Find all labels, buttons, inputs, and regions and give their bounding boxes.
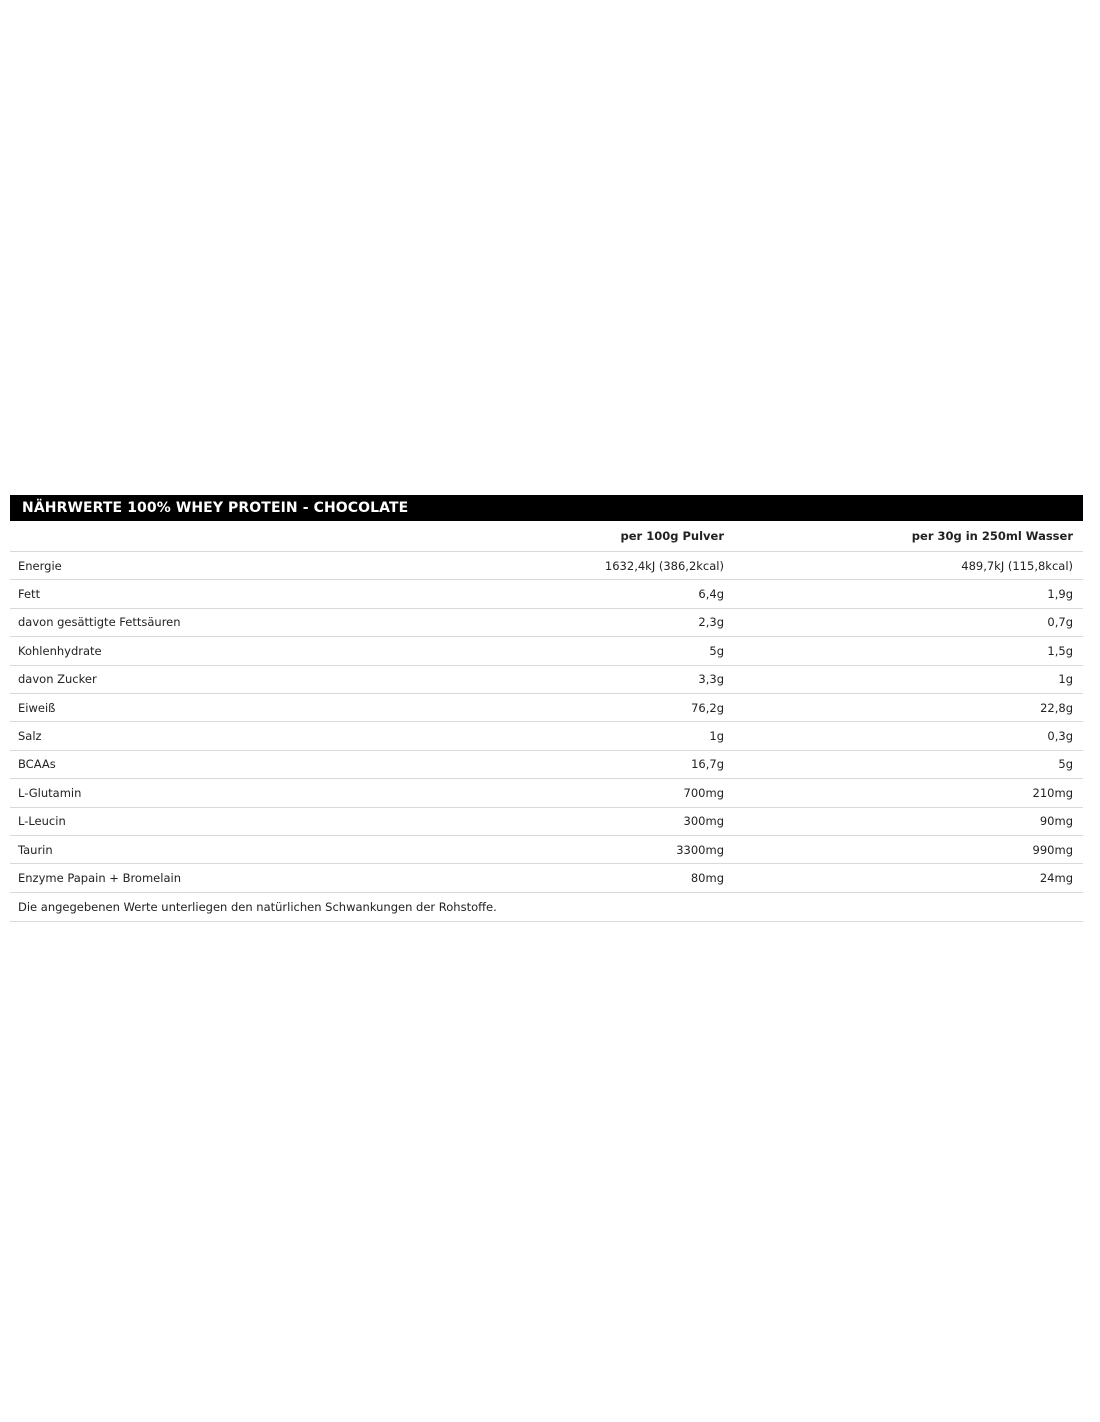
table-row [10, 637, 1083, 665]
footnote-text: Die angegebenen Werte unterliegen den natürlichen Schwankungen der Rohstoffe. [18, 899, 497, 914]
nutrient-name: L-Glutamin [18, 785, 82, 800]
table-row [10, 751, 1083, 779]
nutrient-name: Enzyme Papain + Bromelain [18, 870, 181, 885]
value-per-100g: 1g [709, 729, 724, 744]
value-per-30g: 990mg [1032, 842, 1073, 857]
value-per-100g: 6,4g [698, 587, 724, 602]
header-per-30g: per 30g in 250ml Wasser [911, 529, 1073, 543]
table-row [10, 779, 1083, 807]
table-row [10, 694, 1083, 722]
table-row [10, 864, 1083, 892]
nutrient-name: Taurin [18, 842, 53, 857]
value-per-30g: 489,7kJ (115,8kcal) [961, 558, 1073, 573]
value-per-30g: 210mg [1032, 785, 1073, 800]
value-per-30g: 0,7g [1047, 615, 1073, 630]
table-row [10, 552, 1083, 580]
value-per-100g: 80mg [690, 870, 724, 885]
nutrient-name: BCAAs [18, 757, 56, 772]
header-per-100g: per 100g Pulver [620, 529, 724, 543]
value-per-100g: 300mg [683, 814, 724, 829]
table-row [10, 722, 1083, 750]
value-per-30g: 0,3g [1047, 729, 1073, 744]
table-row [10, 808, 1083, 836]
nutrient-name: Eiweiß [18, 700, 56, 715]
value-per-100g: 5g [709, 643, 724, 658]
nutrition-table [10, 495, 1083, 922]
value-per-100g: 76,2g [691, 700, 724, 715]
nutrient-name: Kohlenhydrate [18, 643, 102, 658]
table-row [10, 666, 1083, 694]
table-title: NÄHRWERTE 100% WHEY PROTEIN - CHOCOLATE [22, 500, 409, 516]
table-row [10, 580, 1083, 608]
value-per-30g: 1,5g [1047, 643, 1073, 658]
nutrient-name: L-Leucin [18, 814, 66, 829]
value-per-100g: 3300mg [676, 842, 724, 857]
value-per-30g: 24mg [1039, 870, 1073, 885]
value-per-30g: 5g [1058, 757, 1073, 772]
nutrient-name: Energie [18, 558, 62, 573]
table-row [10, 609, 1083, 637]
table-footnote [10, 893, 1083, 922]
nutrient-name: davon Zucker [18, 672, 97, 687]
table-header-row [10, 521, 1083, 552]
value-per-30g: 22,8g [1040, 700, 1073, 715]
value-per-100g: 16,7g [691, 757, 724, 772]
table-title-bar [10, 495, 1083, 521]
value-per-30g: 90mg [1039, 814, 1073, 829]
value-per-100g: 2,3g [698, 615, 724, 630]
value-per-100g: 1632,4kJ (386,2kcal) [604, 558, 724, 573]
nutrient-name: Salz [18, 729, 42, 744]
nutrient-name: davon gesättigte Fettsäuren [18, 615, 181, 630]
value-per-30g: 1,9g [1047, 587, 1073, 602]
nutrient-name: Fett [18, 587, 41, 602]
value-per-30g: 1g [1058, 672, 1073, 687]
value-per-100g: 700mg [683, 785, 724, 800]
table-row [10, 836, 1083, 864]
value-per-100g: 3,3g [698, 672, 724, 687]
